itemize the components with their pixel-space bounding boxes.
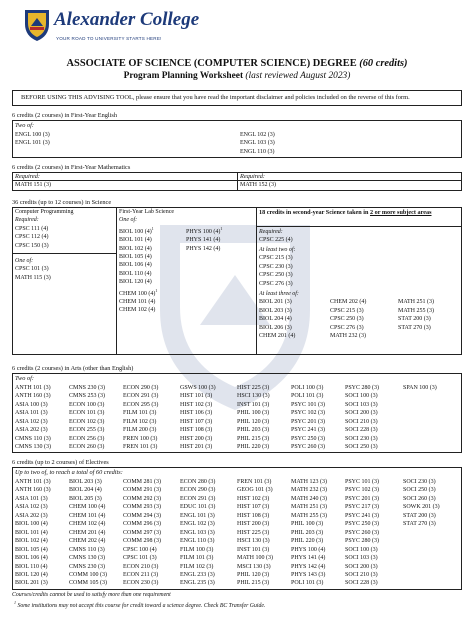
- course-item: BIOL 110 (4): [15, 563, 48, 570]
- course-item: ENGL 233 (3): [180, 571, 215, 578]
- divider: [256, 207, 257, 355]
- course-item: MATH 100 (3): [237, 555, 273, 562]
- course-item: FILM 102 (3): [180, 563, 214, 570]
- course-item: ECON 101 (3): [69, 410, 105, 417]
- cp-required-label: Required:: [15, 217, 39, 224]
- course-item: ASIA 102 (3): [15, 418, 48, 425]
- course-item: [403, 392, 461, 400]
- course-item: PSYC 250 (3): [291, 435, 326, 442]
- electives-label: Up to two of, to reach a total of 60 credits:: [15, 469, 123, 476]
- course-item: CHEM 201 (4): [259, 333, 296, 340]
- course-item: HIST 107 (3): [237, 504, 270, 511]
- course-item: ANTH 160 (3): [15, 487, 51, 494]
- course-item: SPAN 100 (3): [403, 385, 437, 391]
- course-item: SOCI 228 (3): [345, 427, 378, 434]
- course-item: SOCI 100 (3): [345, 393, 378, 400]
- course-item: PSYC 260 (3): [291, 444, 326, 451]
- course-item: COMM 281 (3): [123, 479, 162, 485]
- course-item: BIOL 101 (4): [15, 529, 48, 536]
- course-item: BIOL 206 (3): [259, 324, 292, 331]
- cp-title: Computer Programming: [15, 209, 74, 215]
- course-item: CPSC 250 (3): [259, 272, 293, 279]
- course-item: STAT 200 (3): [398, 316, 431, 323]
- course-item: BIOL 105 (4): [119, 254, 152, 261]
- divider: [12, 253, 116, 254]
- course-item: SOCI 230 (3): [345, 435, 378, 442]
- cp-one-of-block: [15, 257, 51, 282]
- college-logo: [22, 4, 200, 52]
- course-item: CPSC 250 (3): [330, 316, 364, 323]
- course-item: SOCI 260 (3): [403, 495, 436, 502]
- course-item: FREN 101 (3): [123, 444, 158, 451]
- course-item: CPSC 150 (3): [15, 242, 49, 249]
- course-item: BIOL 101 (4): [119, 237, 152, 244]
- course-item: PSYC 101 (3): [345, 479, 380, 485]
- course-item: BIOL 201 (3): [259, 299, 292, 306]
- course-item: COMM 298 (3): [123, 538, 162, 545]
- upper-two-label: At least two of:: [259, 247, 296, 253]
- course-item: [403, 563, 461, 571]
- course-item: BIOL 102 (4): [119, 245, 152, 252]
- subtitle-review: (last reviewed August 2023): [245, 71, 351, 81]
- course-item: HIST 225 (3): [237, 529, 270, 536]
- english-heading: 6 credits (2 courses) in First-Year English: [12, 112, 117, 119]
- course-item: CHEM 100 (4): [69, 504, 106, 511]
- course-item: FILM 100 (3): [180, 546, 214, 553]
- course-item: CHEM 202 (4): [69, 538, 106, 545]
- course-item: SOWK 201 (3): [403, 504, 440, 511]
- course-item: PSYC 102 (3): [291, 410, 326, 417]
- divider: [237, 172, 238, 191]
- course-item: SOCI 228 (3): [345, 580, 378, 587]
- course-item: CHEM 102 (4): [69, 521, 106, 528]
- course-item: PSYC 260 (3): [345, 529, 380, 536]
- course-item: HSCI 130 (3): [237, 393, 270, 400]
- course-item: PSYC 241 (3): [291, 427, 326, 434]
- course-item: ECON 295 (3): [123, 401, 159, 408]
- course-item: CHEM 100 $(4)^1$: [119, 287, 158, 297]
- course-item: FILM 102 (3): [123, 418, 157, 425]
- course-item: SOCI 100 (3): [345, 546, 378, 553]
- course-item: ECON 102 (3): [69, 418, 105, 425]
- course-item: HIST 225 (3): [237, 385, 270, 391]
- upper-three-block: [259, 290, 299, 340]
- course-item: ECON 210 (3): [123, 563, 159, 570]
- course-item: BIOL 201 (3): [15, 580, 48, 587]
- course-item: SOCI 210 (3): [345, 571, 378, 578]
- course-item: PHIL 120 (3): [237, 571, 270, 578]
- course-item: CPSC 215 (3): [259, 255, 293, 262]
- course-item: ECON 255 (3): [69, 427, 105, 434]
- course-item: STAT 270 (3): [403, 521, 436, 528]
- course-item: HIST 102 (3): [237, 495, 270, 502]
- course-item: ECON 280 (3): [180, 479, 216, 485]
- course-item: PSYC 250 (3): [345, 521, 380, 528]
- course-item: MATH 232 (3): [330, 333, 366, 340]
- course-item: CPSC 101 (3): [15, 266, 49, 273]
- course-item: [403, 537, 461, 545]
- course-item: GEOG 101 (3): [237, 487, 273, 494]
- upper-required-label: Required:: [259, 229, 283, 235]
- course-item: CPSC 101 (3): [123, 555, 157, 562]
- course-item: HIST 107 (3): [180, 418, 213, 425]
- course-item: CPSC 112 (4): [15, 234, 49, 241]
- course-item: PHIL 203 (3): [291, 529, 324, 536]
- arts-heading: 6 credits (2 courses) in Arts (other than English): [12, 365, 134, 372]
- upper-three-label: At least three of:: [259, 291, 299, 297]
- math-req-1-course: MATH 151 (3): [15, 182, 51, 188]
- course-item: ENGL 110 (3): [240, 148, 275, 155]
- course-item: ECON 100 (3): [69, 401, 105, 408]
- course-item: CMNS 230 (3): [69, 385, 106, 391]
- course-item: SOCI 250 (3): [345, 444, 378, 451]
- subtitle-text: Program Planning Worksheet: [123, 71, 244, 81]
- course-item: COMM 105 (3): [69, 580, 108, 587]
- course-item: CHEM 101 (4): [119, 299, 156, 306]
- math-req-2-course: MATH 152 (3): [240, 182, 276, 188]
- course-item: CMNS 230 (3): [69, 563, 106, 570]
- course-item: COMM 294 (3): [123, 512, 162, 519]
- course-item: PHYS 142 (4): [291, 563, 326, 570]
- course-item: MATH 255 (3): [398, 307, 434, 314]
- course-item: [403, 426, 461, 434]
- course-item: CHEM 101 (4): [69, 512, 106, 519]
- course-item: ANTH 101 (3): [15, 385, 51, 391]
- english-box: [12, 120, 462, 158]
- notice-text: BEFORE USING THIS ADVISING TOOL, please ensure that you have read the important disclaimer and policies included on the reverse of this form.: [21, 94, 410, 101]
- course-item: [403, 409, 461, 417]
- course-item: CMNS 253 (3): [69, 393, 106, 400]
- course-item: BIOL 120 (4): [119, 279, 152, 286]
- course-item: ENGL 100 (3): [15, 132, 50, 138]
- course-item: EDUC 101 (3): [180, 504, 216, 511]
- course-item: ECON 291 (3): [123, 393, 159, 400]
- course-item: PHYS 141 (4): [291, 555, 326, 562]
- course-item: SOCI 103 (3): [345, 555, 378, 562]
- course-item: CPSC 100 (4): [123, 546, 157, 553]
- course-item: ASIA 102 (3): [15, 504, 48, 511]
- course-item: COMM 293 (3): [123, 504, 162, 511]
- course-item: FILM 101 (3): [180, 555, 214, 562]
- course-item: ENGL 102 (3): [180, 521, 215, 528]
- cp-one-of-label: One of:: [15, 258, 34, 264]
- course-item: ECON 230 (3): [123, 580, 159, 587]
- course-item: ENGL 101 (3): [15, 140, 50, 147]
- course-item: PHYS 100 (4): [291, 546, 326, 553]
- college-crest-icon: [22, 6, 52, 42]
- arts-course-grid: [15, 384, 461, 452]
- page-subtitle: [0, 71, 474, 81]
- course-item: COMM 297 (3): [123, 529, 162, 536]
- course-item: HIST 101 (3): [180, 393, 213, 400]
- course-item: PHYS 142 (4): [186, 245, 221, 252]
- science-heading: 36 credits (up to 12 courses) in Science: [12, 199, 112, 206]
- course-item: PSYC 241 (3): [345, 512, 380, 519]
- course-item: [403, 554, 461, 562]
- course-item: ENGL 103 (3): [180, 529, 215, 536]
- science-box: [12, 207, 462, 355]
- arts-label: Two of:: [15, 375, 34, 382]
- course-item: BIOL 205 (3): [69, 495, 102, 502]
- divider: [116, 207, 117, 355]
- course-item: HIST 200 (3): [180, 435, 213, 442]
- course-item: COMM 291 (3): [123, 487, 162, 494]
- college-tagline: YOUR ROAD TO UNIVERSITY STARTS HERE!: [56, 36, 162, 41]
- upper-three-col-2: [330, 298, 366, 340]
- course-item: PHIL 100 (3): [237, 410, 270, 417]
- upper-two-block: [259, 246, 296, 288]
- course-item: POLI 100 (3): [291, 385, 324, 391]
- course-item: ANTH 160 (3): [15, 393, 51, 400]
- title-credits: (60 credits): [359, 58, 408, 69]
- course-item: ENGL 102 (3): [240, 132, 275, 138]
- course-item: PHIL 215 (3): [237, 435, 270, 442]
- course-item: SOCI 210 (3): [345, 418, 378, 425]
- lab-science-col-2: [186, 225, 222, 253]
- course-item: HIST 108 (3): [237, 512, 270, 519]
- title-main: ASSOCIATE OF SCIENCE (COMPUTER SCIENCE) DEGREE: [66, 58, 357, 69]
- computer-programming-block: [15, 208, 74, 250]
- advising-notice: [12, 90, 462, 106]
- course-item: [403, 579, 461, 587]
- lab-science-block: [119, 208, 174, 315]
- course-item: ASIA 101 (3): [15, 410, 48, 417]
- lab-one-of-label: One of:: [119, 217, 138, 224]
- course-item: PHIL 220 (3): [291, 538, 324, 545]
- course-item: CMNS 130 (3): [69, 555, 106, 562]
- course-item: CPSC 276 (3): [259, 280, 293, 287]
- course-item: BIOL 203 (3): [259, 307, 292, 314]
- course-item: ECON 291 (3): [180, 495, 216, 502]
- upper-science-heading: 18 credits in second-year Science taken in 2 or more subject areas: [259, 209, 432, 216]
- course-item: BIOL 106 (4): [15, 555, 48, 562]
- course-item: BIOL 102 (4): [15, 538, 48, 545]
- course-item: INST 101 (3): [237, 546, 270, 553]
- course-item: CPSC 276 (3): [330, 324, 364, 331]
- course-item: SOCI 200 (3): [345, 563, 378, 570]
- course-item: CPSC 215 (3): [330, 307, 364, 314]
- course-item: SOCI 103 (3): [345, 401, 378, 408]
- course-item: SOCI 230 (3): [403, 479, 436, 485]
- course-item: PSYC 217 (3): [345, 504, 380, 511]
- divider: [256, 226, 462, 227]
- course-item: CPSC 111 (4): [15, 225, 49, 232]
- course-item: BIOL 110 (4): [119, 270, 152, 277]
- course-item: ENGL 235 (3): [180, 580, 215, 587]
- course-item: BIOL 204 (4): [69, 487, 102, 494]
- course-item: COMM 296 (3): [123, 521, 162, 528]
- course-item: COMM 100 (3): [69, 571, 108, 578]
- course-item: BIOL 100 $(4)^1$: [119, 225, 154, 235]
- math-req-2-label: Required:: [240, 173, 265, 180]
- course-item: POLI 101 (3): [291, 580, 324, 587]
- footnote-1: Courses/credits cannot be used to satisfy more than one requirement: [12, 592, 171, 598]
- course-item: ASIA 202 (3): [15, 427, 48, 434]
- course-item: PSYC 201 (3): [291, 418, 326, 425]
- course-item: ANTH 101 (3): [15, 479, 51, 485]
- course-item: SOCI 200 (3): [345, 410, 378, 417]
- course-item: [403, 435, 461, 443]
- course-item: HIST 106 (3): [180, 410, 213, 417]
- course-item: MATH 240 (3): [291, 495, 327, 502]
- math-heading: 6 credits (2 courses) in First-Year Mathematics: [12, 164, 131, 171]
- course-item: CPSC 230 (3): [259, 263, 293, 270]
- course-item: POLI 101 (3): [291, 393, 324, 400]
- course-item: STAT 270 (3): [398, 324, 431, 331]
- course-item: ECON 211 (3): [123, 571, 159, 578]
- course-item: PHIL 100 (3): [291, 521, 324, 528]
- course-item: [403, 443, 461, 451]
- course-item: ASIA 100 (3): [15, 401, 48, 408]
- course-item: PHIL 203 (3): [237, 427, 270, 434]
- course-item: CHEM 201 (4): [69, 529, 106, 536]
- course-item: HIST 102 (3): [180, 401, 213, 408]
- english-col-2: [240, 131, 275, 156]
- course-item: COMM 292 (3): [123, 495, 162, 502]
- course-item: PHIL 215 (3): [237, 580, 270, 587]
- course-item: CMNS 110 (3): [15, 435, 51, 442]
- course-item: CPSC 225 (4): [259, 237, 293, 244]
- course-item: GSWS 100 (3): [180, 385, 216, 391]
- college-name: Alexander College: [54, 9, 200, 30]
- course-item: BIOL 120 (4): [15, 571, 48, 578]
- course-item: PHIL 220 (3): [237, 444, 270, 451]
- course-item: ASIA 101 (3): [15, 495, 48, 502]
- course-item: ASIA 202 (3): [15, 512, 48, 519]
- course-item: FILM 101 (3): [123, 410, 157, 417]
- course-item: FREN 101 (3): [237, 479, 272, 485]
- course-item: PHYS 141 (4): [186, 237, 221, 244]
- course-item: PHYS 100 $(4)^1$: [186, 225, 223, 235]
- upper-three-col-3: [398, 298, 434, 332]
- course-item: ECON 256 (3): [69, 435, 105, 442]
- course-item: [403, 571, 461, 579]
- lab-title: First-Year Lab Science: [119, 209, 175, 215]
- english-label: Two of:: [15, 122, 34, 129]
- english-col-1: [15, 131, 50, 148]
- page-title: [0, 58, 474, 69]
- course-item: CMNS 110 (3): [69, 546, 105, 553]
- course-item: MATH 123 (3): [291, 479, 327, 485]
- course-item: BIOL 204 (4): [259, 316, 292, 323]
- course-item: ENGL 101 (3): [180, 512, 215, 519]
- electives-heading: 6 credits (up to 2 courses) of Electives: [12, 459, 109, 466]
- course-item: STAT 200 (3): [403, 512, 436, 519]
- course-item: BIOL 106 (4): [119, 262, 152, 269]
- math-req-1-label: Required:: [15, 173, 40, 180]
- course-item: BIOL 100 (4): [15, 521, 48, 528]
- course-item: MATH 251 (3): [398, 299, 434, 306]
- course-item: HIST 201 (3): [180, 444, 213, 451]
- course-item: CMNS 130 (3): [15, 444, 52, 451]
- course-item: PSYC 201 (3): [345, 495, 380, 502]
- course-item: ENGL 103 (3): [240, 140, 275, 147]
- course-item: BIOL 203 (3): [69, 479, 102, 485]
- footnote-2: $^1$ Some institutions may not accept this course for credit toward a science degree. Check BC Transfer Guide.: [14, 600, 266, 609]
- course-item: ENGL 110 (3): [180, 538, 215, 545]
- course-item: HIST 108 (3): [180, 427, 213, 434]
- course-item: FREN 100 (3): [123, 435, 158, 442]
- course-item: MATH 232 (3): [291, 487, 327, 494]
- course-item: PSYC 101 (3): [291, 401, 326, 408]
- upper-required-block: [259, 228, 293, 245]
- course-item: MATH 251 (3): [291, 504, 327, 511]
- course-item: CHEM 102 (4): [119, 307, 156, 314]
- course-item: [403, 546, 461, 554]
- course-item: PHIL 120 (3): [237, 418, 270, 425]
- course-item: MATH 115 (3): [15, 274, 51, 281]
- course-item: [403, 529, 461, 537]
- course-item: HSCI 130 (3): [237, 538, 270, 545]
- course-item: PSYC 280 (3): [345, 385, 380, 391]
- course-item: BIOL 105 (4): [15, 546, 48, 553]
- course-item: INST 101 (3): [237, 401, 270, 408]
- course-item: [403, 418, 461, 426]
- footnote-mark: 1: [151, 225, 154, 231]
- course-item: SOCI 250 (3): [403, 487, 436, 494]
- course-item: MSCI 130 (3): [237, 563, 271, 570]
- course-item: ECON 260 (3): [69, 444, 105, 451]
- electives-course-grid: [15, 478, 461, 588]
- course-item: PSYC 280 (3): [345, 538, 380, 545]
- course-item: ECON 290 (3): [180, 487, 216, 494]
- course-item: FILM 200 (3): [123, 427, 157, 434]
- course-item: [403, 401, 461, 409]
- course-item: CHEM 202 (4): [330, 299, 367, 306]
- course-item: HIST 200 (3): [237, 521, 270, 528]
- course-item: ECON 290 (3): [123, 385, 159, 391]
- course-item: PHYS 143 (3): [291, 571, 326, 578]
- course-item: MATH 255 (3): [291, 512, 327, 519]
- course-item: PSYC 102 (3): [345, 487, 380, 494]
